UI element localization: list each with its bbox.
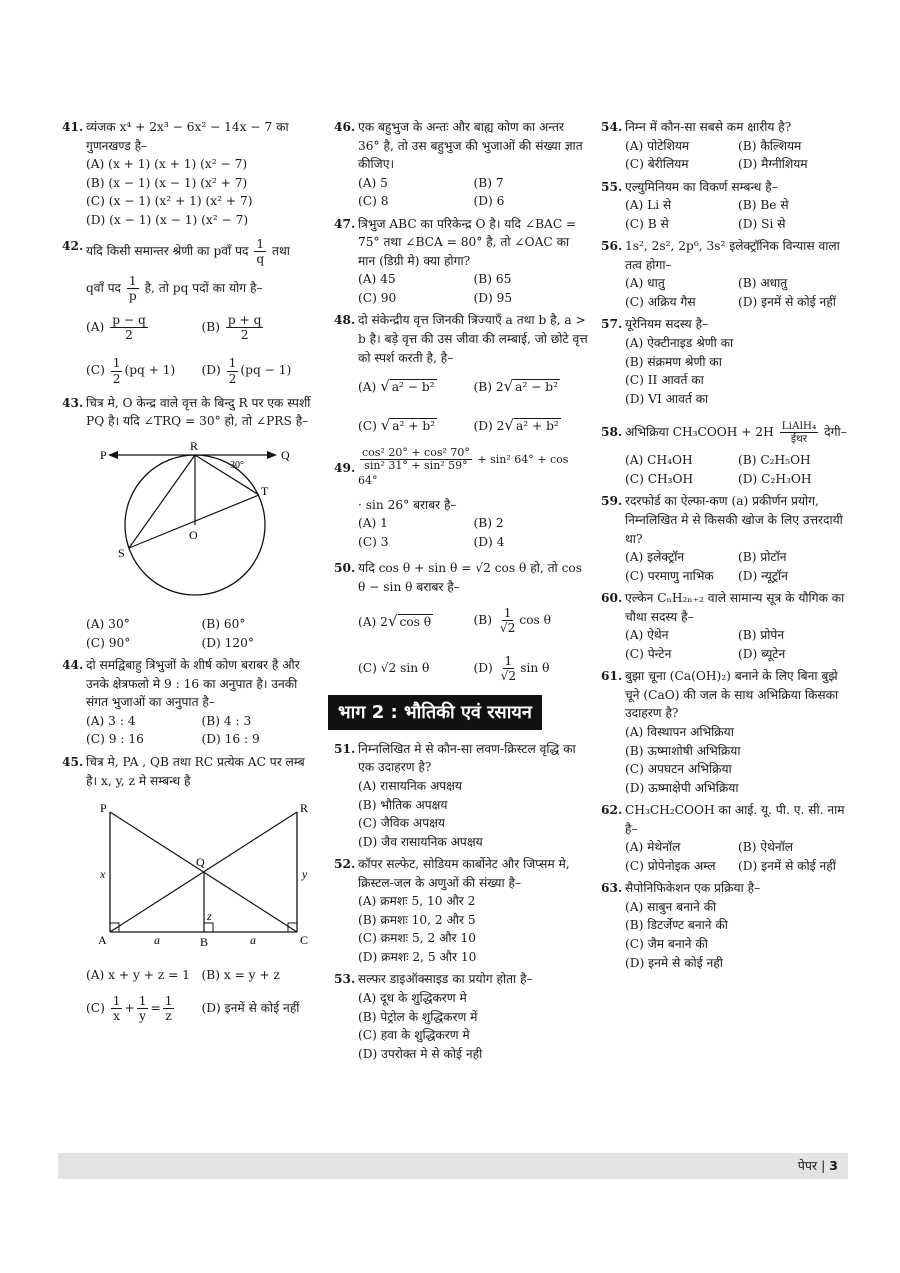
option-b: (B) डिटर्जेण्ट बनाने की	[625, 918, 728, 933]
radicand: cos θ	[399, 614, 432, 629]
label-b: B	[200, 935, 209, 950]
option-b: (B) प्रोपेन	[738, 628, 785, 643]
denominator: 2	[240, 328, 249, 343]
fraction	[127, 274, 139, 303]
question-text: चित्र मे, O केन्द्र वाले वृत्त के बिन्दु R पर एक स्पर्शी PQ है। यदि ∠TRQ = 30° हो, तो ∠PRS है–	[86, 395, 311, 429]
denominator: p	[128, 289, 137, 304]
radicand: a² − b²	[515, 380, 558, 395]
label-p: P	[100, 447, 107, 462]
option-c: (C) 3	[358, 534, 389, 549]
question-number: 45.	[62, 755, 84, 769]
section-banner: भाग 2 : भौतिकी एवं रसायन	[328, 695, 542, 730]
question-text: यूरेनियम सदस्य है–	[625, 317, 709, 332]
denominator: 2	[228, 371, 237, 386]
question-59	[601, 492, 851, 585]
fraction	[226, 313, 264, 342]
question-number: 55.	[601, 179, 623, 194]
question-text: निम्न में कौन-सा सबसे कम क्षारीय है?	[625, 120, 792, 134]
question-text: बुझा चूना (Ca(OH)₂) बनाने के लिए बिना बुझे चूने (CaO) की जल के साथ अभिक्रिया किसका उदाहरण है?	[625, 669, 839, 721]
question-number: 41.	[62, 120, 84, 134]
option-text: sin θ	[520, 660, 550, 675]
option-b	[202, 313, 318, 342]
option-b: (B) प्रोटॉन	[738, 550, 787, 565]
question-45	[62, 753, 317, 1023]
question-text	[625, 420, 851, 445]
option-d: (D) इनमे से कोई नही	[625, 955, 723, 970]
question-63	[601, 879, 851, 972]
option-d: (D) 95	[473, 290, 513, 305]
label-s: S	[118, 545, 125, 560]
question-number: 53.	[334, 972, 356, 987]
reaction-arrow	[780, 420, 819, 445]
text-part: qवाँ पद	[86, 281, 122, 296]
numerator: 1	[112, 356, 121, 371]
option-c: (C) प्रोपेनोइक अम्ल	[625, 858, 716, 873]
numerator: 1	[228, 356, 237, 371]
page-footer	[58, 1153, 848, 1179]
option-label: (C)	[86, 1001, 105, 1016]
arrow-right	[267, 451, 277, 459]
numerator: 1	[503, 606, 512, 621]
label-y: y	[302, 867, 308, 882]
footer-label: पेपर	[797, 1158, 818, 1173]
option-a: (A) (x + 1) (x + 1) (x² − 7)	[86, 157, 248, 172]
right-angle-b	[204, 923, 213, 932]
text-part: देगी–	[824, 425, 847, 440]
question-text: एल्युमिनियम का विकर्ण सम्बन्ध है–	[625, 179, 778, 194]
label-a: A	[98, 933, 107, 948]
denominator: sin² 31° + sin² 59°	[364, 459, 468, 473]
option-b: (B) संक्रमण श्रेणी का	[625, 354, 722, 369]
option-c: (C) CH₃OH	[625, 471, 694, 486]
numerator: 1	[138, 994, 147, 1009]
label-p: P	[100, 802, 107, 816]
chord-rt	[195, 455, 259, 495]
column-3	[601, 118, 851, 976]
question-number: 63.	[601, 881, 623, 896]
option-label: (D) 2	[473, 418, 505, 433]
option-a: (A) ऐथेन	[625, 628, 669, 643]
question-text	[358, 447, 589, 490]
numerator: cos² 20° + cos² 70°	[362, 445, 470, 459]
option-c: (C) जैविक अपक्षय	[358, 816, 445, 831]
numerator: p − q	[112, 313, 146, 328]
numerator: 1	[128, 274, 137, 289]
numerator: 1	[112, 994, 121, 1009]
question-text: 1s², 2s², 2p⁶, 3s² इलेक्ट्रॉनिक विन्यास वाला तत्व होगा–	[625, 239, 840, 272]
option-c: (C) बेरीलियम	[625, 157, 689, 172]
question-text: एल्केन CₙH₂ₙ₊₂ वाले सामान्य सूत्र के यौगिक का चौथा सदस्य है–	[625, 591, 845, 624]
question-text: निम्नलिखित मे से कौन-सा लवण-क्रिस्टल वृद्धि का एक उदाहरण है?	[358, 741, 576, 775]
option-c: (C) क्रमशः 5, 2 और 10	[358, 931, 476, 946]
option-c	[86, 356, 202, 385]
option-c: (C) (x − 1) (x² + 1) (x² + 7)	[86, 194, 253, 209]
option-a: (A) पोटेशियम	[625, 138, 690, 153]
option-a: (A) CH₄OH	[625, 453, 693, 468]
option-c: (C) 90	[358, 290, 397, 305]
option-b: (B) 4 : 3	[201, 713, 252, 728]
page-number: 3	[829, 1158, 838, 1173]
label-z: z	[207, 909, 212, 924]
question-44	[62, 656, 317, 749]
question-text: सल्फर डाइऑक्साइड का प्रयोग होता है–	[358, 972, 533, 987]
footer-separator: |	[821, 1158, 826, 1173]
label-q: Q	[281, 447, 290, 462]
option-d: (D) मैग्नीशियम	[738, 157, 808, 172]
option-b: (B) C₂H₅OH	[738, 453, 811, 468]
question-number: 57.	[601, 317, 623, 332]
option-d: (D) Si से	[738, 216, 786, 231]
question-text: चित्र मे, PA , QB तथा RC प्रत्येक AC पर लम्ब है। x, y, z मे सम्बन्ध है	[86, 755, 305, 788]
option-b: (B) Be से	[738, 198, 789, 213]
option-d: (D) C₂H₃OH	[738, 471, 812, 486]
question-text	[86, 237, 317, 303]
question-56	[601, 237, 851, 311]
option-c: (C) जैम बनाने की	[625, 937, 708, 951]
option-b: (B) (x − 1) (x − 1) (x² + 7)	[86, 175, 248, 190]
denominator: x	[113, 1009, 121, 1024]
option-b	[474, 375, 590, 398]
question-number: 49.	[334, 460, 356, 475]
option-c: (C) परमाणु नाभिक	[625, 568, 714, 583]
option-d: (D) ऊष्माक्षेपी अभिक्रिया	[625, 780, 739, 795]
option-text: cos θ	[519, 613, 552, 628]
question-number: 50.	[334, 561, 356, 576]
denominator: q	[256, 252, 265, 267]
label-x: x	[100, 867, 106, 882]
question-number: 61.	[601, 669, 623, 684]
text-part: तथा	[272, 244, 290, 259]
option-c: (C) 9 : 16	[86, 732, 144, 747]
option-label: (C)	[358, 418, 377, 433]
option-d: (D) (x − 1) (x − 1) (x² − 7)	[86, 212, 249, 227]
question-number: 56.	[601, 239, 623, 254]
option-a: (A) ऐक्टीनाइड श्रेणी का	[625, 336, 734, 351]
option-c: (C) 8	[358, 194, 389, 209]
fraction	[110, 313, 148, 342]
option-b: (B) कैल्शियम	[738, 138, 802, 153]
question-43	[62, 394, 317, 653]
question-47	[334, 215, 589, 308]
denominator: 2	[125, 328, 133, 343]
numerator: 1	[504, 653, 513, 668]
question-61	[601, 667, 851, 797]
question-number: 54.	[601, 120, 623, 134]
option-a: (A) दूध के शुद्धिकरण मे	[358, 991, 467, 1006]
option-b	[474, 606, 590, 635]
label-t: T	[261, 483, 269, 498]
question-57	[601, 315, 851, 408]
radicand: a² − b²	[391, 380, 435, 395]
question-text: व्यंजक x⁴ + 2x³ − 6x² − 14x − 7 का गुणनखण्ड है–	[86, 120, 289, 153]
option-c: (C) √2 sin θ	[358, 660, 430, 675]
fraction	[499, 654, 519, 683]
fraction	[227, 356, 239, 385]
option-d: (D) क्रमशः 2, 5 और 10	[358, 949, 477, 964]
option-b: (B) भौतिक अपक्षय	[358, 797, 448, 812]
option-b: (B) x = y + z	[201, 967, 280, 982]
option-label: (D)	[473, 660, 493, 675]
option-b: (B) क्रमशः 10, 2 और 5	[358, 912, 476, 927]
option-a	[358, 610, 474, 633]
option-a: (A) 1	[358, 516, 388, 531]
denominator: 2	[112, 371, 121, 386]
fraction	[137, 994, 149, 1023]
option-label: (A) 2	[358, 614, 388, 629]
text-part: अभिक्रिया CH₃COOH + 2H	[625, 425, 774, 440]
option-c: (C) अपघटन अभिक्रिया	[625, 762, 732, 777]
option-c: (C) पेन्टेन	[625, 646, 672, 661]
perpendiculars-figure	[92, 802, 317, 952]
option-a: (A) x + y + z = 1	[86, 967, 190, 982]
fraction	[163, 994, 175, 1023]
question-51	[334, 740, 589, 851]
text-part: है, तो pq पदों का योग है–	[144, 281, 263, 296]
question-number: 60.	[601, 591, 623, 606]
option-b: (B) पेट्रोल के शुद्धिकरण में	[358, 1009, 478, 1024]
fraction	[111, 356, 123, 385]
option-a: (A) रासायनिक अपक्षय	[358, 779, 462, 794]
option-a: (A) विस्थापन अभिक्रिया	[625, 724, 734, 739]
option-a	[86, 313, 202, 342]
operator: +	[124, 1001, 135, 1016]
root-sign: √	[504, 415, 514, 434]
option-a: (A) मेथेनॉल	[625, 840, 681, 855]
angle-label: 30°	[230, 459, 244, 471]
question-41	[62, 118, 317, 229]
root-sign: √	[380, 415, 391, 434]
question-number: 58.	[601, 425, 623, 440]
option-a: (A) 5	[358, 175, 388, 190]
question-number: 43.	[62, 395, 84, 410]
question-number: 42.	[62, 239, 84, 254]
option-b: (B) अधातु	[738, 276, 788, 291]
question-text: यदि cos θ + sin θ = √2 cos θ हो, तो cos θ − sin θ बराबर है–	[358, 561, 583, 594]
option-text: (pq + 1)	[124, 363, 176, 378]
option-b: (B) 2	[473, 516, 504, 531]
question-number: 44.	[62, 658, 84, 673]
question-50	[334, 559, 589, 682]
text-part: यदि किसी समान्तर श्रेणी का pवाँ पद	[86, 244, 249, 259]
question-62	[601, 801, 851, 875]
option-a: (A) साबुन बनाने की	[625, 899, 717, 914]
radicand: a² + b²	[515, 418, 559, 433]
question-number: 46.	[334, 120, 356, 134]
option-d: (D) 6	[473, 194, 505, 209]
footer-text	[798, 1157, 838, 1174]
option-b: (B) 7	[473, 175, 504, 190]
numerator: p + q	[227, 313, 262, 328]
question-text: कॉपर सल्फेट, सोडियम कार्बोनेट और जिप्सम मे, क्रिस्टल-जल के अणुओं की संख्या है–	[358, 857, 570, 890]
label-c: C	[300, 933, 309, 948]
question-53	[334, 970, 589, 1063]
option-d	[474, 414, 590, 437]
question-55	[601, 178, 851, 234]
option-c	[358, 414, 474, 437]
numerator: 1	[164, 994, 173, 1009]
denominator: √2	[500, 668, 517, 683]
question-58	[601, 420, 851, 488]
text-part: + sin² 64° + cos 64°	[358, 452, 569, 487]
fraction	[360, 447, 472, 473]
option-a: (A) इलेक्ट्रॉन	[625, 550, 685, 565]
option-b: (B) 65	[473, 272, 512, 287]
option-d	[474, 654, 590, 683]
label-q: Q	[196, 855, 205, 870]
option-d: (D) ब्यूटेन	[738, 646, 786, 661]
question-text: एक बहुभुज के अन्तः और बाह्य कोण का अन्तर 36° है, तो उस बहुभुज की भुजाओं की संख्या ज्ञात कीजिए।	[358, 120, 583, 172]
question-text: CH₃CH₂COOH का आई. यू. पी. ए. सी. नाम है–	[625, 803, 845, 836]
option-d: (D) न्यूट्रॉन	[738, 568, 788, 583]
denominator: z	[165, 1009, 172, 1024]
arrow-top-label: LiAlH₄	[781, 420, 817, 433]
option-text: (pq − 1)	[240, 363, 292, 378]
question-number: 47.	[334, 216, 356, 231]
option-a: (A) क्रमशः 5, 10 और 2	[358, 894, 476, 909]
fraction	[111, 994, 123, 1023]
option-d: (D) VI आवर्त का	[625, 391, 709, 406]
label-a-right: a	[250, 933, 256, 948]
option-a: (A) धातु	[625, 276, 665, 291]
numerator: 1	[256, 237, 265, 252]
option-c: (C) अक्रिय गैस	[625, 294, 696, 309]
question-text: त्रिभुज ABC का परिकेन्द्र O है। यदि ∠BAC = 75° तथा ∠BCA = 80° है, तो ∠OAC का मान (डिग्री मे) क्या होगा?	[358, 216, 577, 268]
option-b: (B) ऊष्माशोषी अभिक्रिया	[625, 743, 741, 758]
option-label: (D)	[201, 363, 221, 378]
option-c: (C) B से	[625, 216, 669, 231]
question-48	[334, 311, 589, 436]
question-text: दो संकेन्द्रीय वृत्त जिनकी त्रिज्याएँ a तथा b है, a > b है। बड़े वृत्त की उस जीवा की लम्बाई, जो छोटे वृत्त को स्पर्श करती है, है–	[358, 313, 588, 365]
denominator: √2	[499, 621, 516, 636]
option-d: (D) इनमें से कोई नहीं	[738, 858, 836, 873]
option-d: (D) जैव रासायनिक अपक्षय	[358, 834, 483, 849]
circle-tangent-figure	[100, 437, 300, 602]
arrow-bottom-label: ईथर	[790, 433, 808, 446]
question-46	[334, 118, 589, 211]
question-text: दो समद्विबाहु त्रिभुजों के शीर्ष कोण बराबर है और उनके क्षेत्रफलो मे 9 : 16 का अनुपात है। उनकी संगत भुजाओं का अनुपात है–	[86, 658, 300, 710]
option-label: (B)	[473, 613, 492, 628]
option-d	[202, 356, 318, 385]
option-a: (A) 45	[358, 272, 396, 287]
option-d: (D) 120°	[201, 635, 255, 650]
question-42	[62, 237, 317, 385]
option-label: (C)	[86, 363, 105, 378]
label-r: R	[300, 802, 309, 816]
question-number: 48.	[334, 313, 356, 328]
operator: =	[150, 1001, 161, 1016]
column-2	[334, 118, 589, 1067]
option-d: (D) इनमें से कोई नहीं	[201, 1001, 300, 1016]
question-number: 59.	[601, 494, 623, 509]
option-b: (B) 60°	[201, 617, 246, 632]
question-60	[601, 589, 851, 663]
option-d: (D) 16 : 9	[201, 732, 260, 747]
question-number: 52.	[334, 857, 356, 872]
fraction	[498, 606, 518, 635]
question-text-continued: · sin 26° बराबर है–	[358, 497, 457, 512]
option-c: (C) II आवर्त का	[625, 373, 704, 388]
column-1	[62, 118, 317, 1027]
question-number: 62.	[601, 803, 623, 818]
option-c	[86, 994, 202, 1023]
root-sign: √	[387, 611, 398, 630]
option-a	[358, 375, 474, 398]
question-text: रदरफोर्ड का ऐल्फा-कण (a) प्रकीर्णन प्रयोग, निम्नलिखित मे से किसकी खोज के लिए उत्तरदायी था?	[625, 494, 843, 546]
question-54	[601, 118, 851, 174]
option-label: (A)	[86, 320, 105, 335]
option-d: (D) उपरोक्त मे से कोई नही	[358, 1046, 483, 1061]
radicand: a² + b²	[392, 418, 436, 433]
option-label: (B) 2	[473, 380, 504, 395]
option-c: (C) 90°	[86, 635, 131, 650]
option-a: (A) 30°	[86, 617, 130, 632]
label-o: O	[189, 527, 198, 542]
label-r: R	[190, 438, 199, 453]
question-number: 51.	[334, 741, 356, 756]
question-49	[334, 447, 589, 552]
arrow-left	[108, 451, 118, 459]
question-52	[334, 855, 589, 966]
option-label: (B)	[201, 320, 220, 335]
root-sign: √	[380, 377, 390, 396]
option-d: (D) इनमें से कोई नहीं	[738, 294, 836, 309]
option-label: (A)	[358, 380, 377, 395]
question-text: सैपोनिफिकेशन एक प्रक्रिया है–	[625, 881, 761, 896]
option-a: (A) 3 : 4	[86, 713, 136, 728]
option-c: (C) हवा के शुद्धिकरण मे	[358, 1028, 470, 1043]
fraction	[254, 237, 266, 266]
label-a-left: a	[154, 933, 160, 948]
root-sign: √	[503, 377, 514, 396]
option-d: (D) 4	[473, 534, 505, 549]
option-b: (B) ऐथेनॉल	[738, 840, 794, 855]
option-a: (A) Li से	[625, 198, 672, 213]
denominator: y	[139, 1009, 147, 1024]
